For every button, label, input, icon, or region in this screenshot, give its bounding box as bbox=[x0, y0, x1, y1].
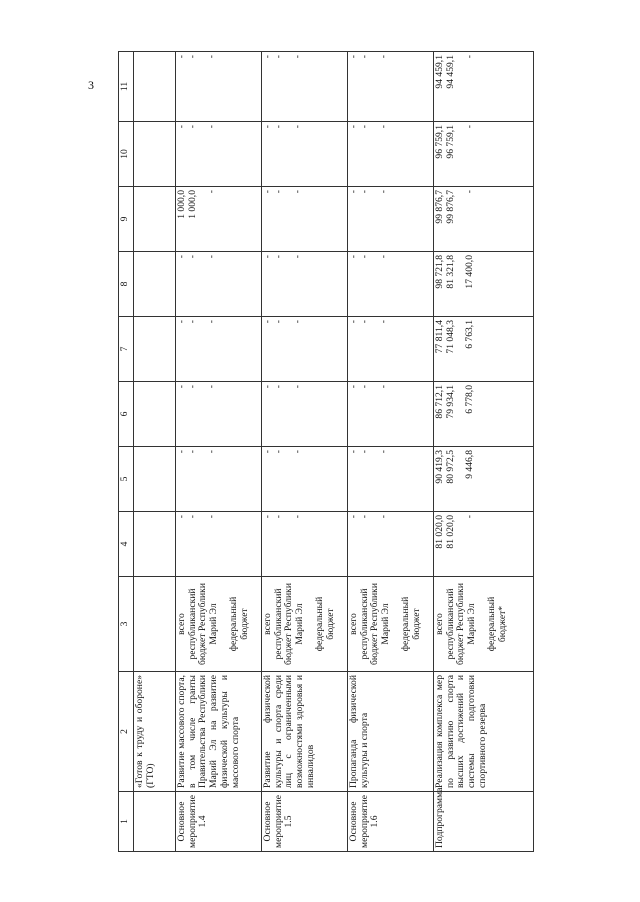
cell-value: - bbox=[206, 190, 218, 194]
value-cell bbox=[262, 52, 348, 122]
cell-value: - bbox=[186, 55, 198, 59]
budget-table bbox=[118, 51, 534, 852]
table-row bbox=[262, 52, 348, 852]
cell-value: - bbox=[186, 125, 198, 129]
cell-value: - bbox=[272, 125, 284, 129]
value-cell bbox=[348, 447, 434, 512]
cell-value: - bbox=[292, 125, 304, 129]
cell-value: - bbox=[358, 320, 370, 324]
value-cell bbox=[262, 122, 348, 187]
value-cell bbox=[134, 512, 176, 577]
measure-title-cell bbox=[262, 672, 348, 792]
cell-value: 6 763,1 bbox=[464, 320, 476, 349]
cell-value: - bbox=[348, 190, 359, 194]
col-number: 3 bbox=[119, 577, 134, 672]
cell-value: - bbox=[378, 55, 390, 59]
cell-value: - bbox=[186, 450, 198, 454]
cell-value: - bbox=[358, 515, 370, 519]
cell-value: - bbox=[348, 55, 359, 59]
cell-text: Основное мероприятие 1.4 bbox=[176, 795, 209, 848]
cell-value: - bbox=[206, 125, 218, 129]
cell-value: - bbox=[206, 255, 218, 259]
value-cell bbox=[262, 317, 348, 382]
col-number: 7 bbox=[119, 317, 134, 382]
cell-value: - bbox=[464, 125, 476, 129]
value-cell bbox=[134, 252, 176, 317]
value-cell bbox=[176, 447, 262, 512]
cell-text: федеральный бюджет bbox=[313, 596, 336, 652]
cell-value: 17 400,0 bbox=[464, 255, 476, 289]
cell-value: 81 321,8 bbox=[444, 255, 456, 289]
cell-text: всего bbox=[434, 613, 445, 635]
cell-value: - bbox=[292, 255, 304, 259]
cell-value: 79 934,1 bbox=[444, 385, 456, 419]
cell-value: - bbox=[206, 450, 218, 454]
value-cell bbox=[348, 187, 434, 252]
cell-value: - bbox=[378, 320, 390, 324]
value-cell bbox=[176, 122, 262, 187]
cell-text: Основное мероприятие 1.6 bbox=[348, 795, 381, 848]
value-cell bbox=[176, 317, 262, 382]
cell-value: - bbox=[378, 190, 390, 194]
cell-value: - bbox=[272, 55, 284, 59]
col-number: 11 bbox=[119, 52, 134, 122]
cell-value: - bbox=[206, 320, 218, 324]
funding-source-cell bbox=[262, 577, 348, 672]
cell-value: 86 712,1 bbox=[434, 385, 445, 419]
cell-value: - bbox=[358, 125, 370, 129]
cell-value: - bbox=[176, 320, 187, 324]
cell-value: - bbox=[464, 55, 476, 59]
cell-value: - bbox=[186, 515, 198, 519]
value-cell bbox=[434, 512, 534, 577]
cell-text: Подпрограмма bbox=[434, 787, 445, 848]
cell-value: - bbox=[358, 55, 370, 59]
value-cell bbox=[176, 252, 262, 317]
measure-name-cell bbox=[434, 787, 534, 852]
value-cell bbox=[348, 317, 434, 382]
funding-source-cell bbox=[176, 577, 262, 672]
value-cell bbox=[434, 317, 534, 382]
cell-value: - bbox=[272, 385, 284, 389]
cell-value: - bbox=[262, 55, 273, 59]
value-cell bbox=[434, 252, 534, 317]
cell-text: республиканский бюджет Республики Марий Эл bbox=[186, 583, 220, 665]
cell-value: - bbox=[378, 385, 390, 389]
value-cell bbox=[176, 382, 262, 447]
cell-value: - bbox=[186, 385, 198, 389]
cell-value: 96 759,1 bbox=[444, 125, 456, 159]
col-number: 1 bbox=[119, 792, 134, 852]
cell-value: - bbox=[272, 320, 284, 324]
funding-source-cell bbox=[434, 577, 534, 672]
cell-value: - bbox=[464, 515, 476, 519]
value-cell bbox=[262, 252, 348, 317]
table-row bbox=[434, 52, 534, 852]
measure-name-cell bbox=[348, 792, 434, 852]
cell-value: 80 972,5 bbox=[444, 450, 456, 484]
cell-value: 1 000,0 bbox=[186, 190, 198, 219]
value-cell bbox=[134, 317, 176, 382]
cell-value: - bbox=[262, 320, 273, 324]
value-cell bbox=[134, 447, 176, 512]
col-number: 9 bbox=[119, 187, 134, 252]
cell-value: 71 048,3 bbox=[444, 320, 456, 354]
funding-source-cell bbox=[134, 577, 176, 672]
cell-value: - bbox=[292, 515, 304, 519]
value-cell bbox=[176, 187, 262, 252]
value-cell bbox=[176, 52, 262, 122]
cell-value: - bbox=[378, 515, 390, 519]
cell-value: - bbox=[262, 385, 273, 389]
value-cell bbox=[434, 447, 534, 512]
cell-value: - bbox=[348, 385, 359, 389]
cell-value: - bbox=[186, 320, 198, 324]
funding-source-cell bbox=[348, 577, 434, 672]
value-cell bbox=[348, 512, 434, 577]
cell-value: - bbox=[358, 385, 370, 389]
cell-value: - bbox=[176, 125, 187, 129]
cell-value: - bbox=[378, 125, 390, 129]
cell-value: - bbox=[272, 515, 284, 519]
value-cell bbox=[348, 252, 434, 317]
value-cell bbox=[434, 382, 534, 447]
col-number: 4 bbox=[119, 512, 134, 577]
measure-title-cell bbox=[134, 672, 176, 792]
col-number: 5 bbox=[119, 447, 134, 512]
rotated-page bbox=[118, 52, 508, 852]
table-row bbox=[348, 52, 434, 852]
cell-value: - bbox=[262, 450, 273, 454]
cell-value: - bbox=[292, 385, 304, 389]
value-cell bbox=[262, 187, 348, 252]
page-number: 3 bbox=[88, 78, 94, 92]
cell-value: 6 778,0 bbox=[464, 385, 476, 414]
cell-text: федеральный бюджет bbox=[399, 596, 422, 652]
col-number: 6 bbox=[119, 382, 134, 447]
cell-value: 81 020,0 bbox=[434, 515, 445, 549]
col-number: 2 bbox=[119, 672, 134, 792]
value-cell bbox=[434, 187, 534, 252]
cell-value: - bbox=[272, 190, 284, 194]
value-cell bbox=[134, 52, 176, 122]
cell-text: Пропаганда физической культуры и спорта bbox=[348, 675, 370, 788]
measure-title-cell bbox=[176, 672, 262, 792]
cell-value: 94 459,1 bbox=[434, 55, 445, 89]
cell-value: 99 876,7 bbox=[444, 190, 456, 224]
cell-value: - bbox=[206, 55, 218, 59]
cell-value: 1 000,0 bbox=[176, 190, 187, 219]
value-cell bbox=[262, 447, 348, 512]
measure-name-cell bbox=[176, 792, 262, 852]
table-row bbox=[176, 52, 262, 852]
cell-value: 98 721,8 bbox=[434, 255, 445, 289]
table-body bbox=[134, 52, 534, 852]
col-number: 8 bbox=[119, 252, 134, 317]
cell-value: - bbox=[176, 385, 187, 389]
column-number-row bbox=[119, 52, 134, 852]
cell-text: Реализация комплекса мер по развитию спорта высших достижений и системы подготовки спортивного резерва bbox=[434, 675, 488, 788]
cell-value: 99 876,7 bbox=[434, 190, 445, 224]
cell-value: - bbox=[176, 515, 187, 519]
cell-value: - bbox=[262, 190, 273, 194]
cell-value: - bbox=[292, 190, 304, 194]
cell-value: - bbox=[292, 450, 304, 454]
cell-value: - bbox=[272, 255, 284, 259]
cell-text: Развитие массового спорта, в том числе гранты Правительства Республики Марий Эл на развитие физической культуры и массового спорта bbox=[176, 675, 241, 788]
value-cell bbox=[134, 187, 176, 252]
measure-title-cell bbox=[348, 672, 434, 792]
value-cell bbox=[348, 122, 434, 187]
value-cell bbox=[348, 382, 434, 447]
cell-text: Основное мероприятие 1.5 bbox=[262, 795, 295, 848]
cell-text: федеральный бюджет bbox=[227, 596, 250, 652]
value-cell bbox=[134, 122, 176, 187]
cell-text: всего bbox=[176, 613, 187, 635]
cell-value: - bbox=[176, 450, 187, 454]
cell-value: 81 020,0 bbox=[444, 515, 456, 549]
cell-value: 77 811,4 bbox=[434, 320, 445, 354]
cell-value: - bbox=[176, 55, 187, 59]
measure-name-cell bbox=[262, 792, 348, 852]
cell-text: всего bbox=[262, 613, 273, 635]
cell-value: - bbox=[358, 190, 370, 194]
cell-value: - bbox=[348, 320, 359, 324]
cell-text: республиканский бюджет Республики Марий Эл bbox=[444, 583, 478, 665]
cell-value: - bbox=[348, 255, 359, 259]
value-cell bbox=[176, 512, 262, 577]
cell-value: - bbox=[464, 190, 476, 194]
col-number: 10 bbox=[119, 122, 134, 187]
cell-value: - bbox=[358, 255, 370, 259]
cell-value: - bbox=[292, 320, 304, 324]
cell-text: Развитие физической культуры и спорта среди лиц с ограниченными возможностями здоровья и инвалидов bbox=[262, 675, 316, 788]
cell-value: - bbox=[378, 255, 390, 259]
cell-value: - bbox=[206, 515, 218, 519]
measure-title-cell bbox=[434, 672, 534, 792]
table-row bbox=[134, 52, 176, 852]
cell-value: - bbox=[262, 255, 273, 259]
cell-value: - bbox=[272, 450, 284, 454]
cell-value: - bbox=[186, 255, 198, 259]
cell-value: 9 446,8 bbox=[464, 450, 476, 479]
value-cell bbox=[434, 52, 534, 122]
measure-name-cell bbox=[134, 792, 176, 852]
value-cell bbox=[348, 52, 434, 122]
cell-value: - bbox=[176, 255, 187, 259]
value-cell bbox=[134, 382, 176, 447]
value-cell bbox=[262, 382, 348, 447]
cell-text: федеральный бюджет* bbox=[485, 596, 508, 652]
cell-text: республиканский бюджет Республики Марий Эл bbox=[358, 583, 392, 665]
cell-value: - bbox=[348, 515, 359, 519]
cell-value: 96 759,1 bbox=[434, 125, 445, 159]
cell-value: - bbox=[348, 125, 359, 129]
cell-text: всего bbox=[348, 613, 359, 635]
cell-value: - bbox=[206, 385, 218, 389]
cell-value: - bbox=[292, 55, 304, 59]
cell-value: - bbox=[262, 515, 273, 519]
cell-text: «Готов к труду и обороне» (ГТО) bbox=[134, 675, 156, 788]
cell-value: 94 459,1 bbox=[444, 55, 456, 89]
cell-value: - bbox=[348, 450, 359, 454]
cell-text: республиканский бюджет Республики Марий Эл bbox=[272, 583, 306, 665]
cell-value: - bbox=[378, 450, 390, 454]
cell-value: 90 419,3 bbox=[434, 450, 445, 484]
value-cell bbox=[434, 122, 534, 187]
cell-value: - bbox=[358, 450, 370, 454]
value-cell bbox=[262, 512, 348, 577]
cell-value: - bbox=[262, 125, 273, 129]
